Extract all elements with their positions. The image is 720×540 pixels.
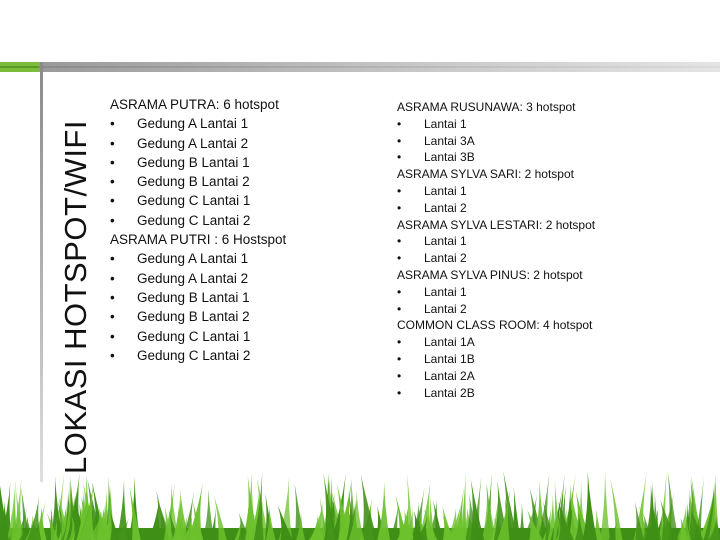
- section-heading: ASRAMA SYLVA PINUS: 2 hotspot: [397, 267, 583, 282]
- list-item-label: Lantai 1: [424, 116, 467, 131]
- header-rule: [0, 62, 720, 72]
- list-item: [397, 200, 595, 217]
- list-item-label: Gedung B Lantai 2: [137, 174, 250, 190]
- list-item: [397, 183, 595, 200]
- list-item-label: Lantai 1: [424, 183, 467, 198]
- bullet-icon: •: [110, 309, 115, 325]
- bullet-icon: •: [397, 351, 402, 366]
- bullet-icon: •: [110, 347, 115, 363]
- list-item-label: Gedung C Lantai 2: [137, 212, 251, 228]
- list-item-label: Gedung A Lantai 1: [137, 251, 249, 267]
- list-item: [110, 346, 286, 365]
- bullet-icon: •: [397, 284, 402, 299]
- list-item-label: Gedung B Lantai 1: [137, 154, 250, 170]
- list-item: [397, 250, 595, 267]
- section-heading: ASRAMA SYLVA LESTARI: 2 hotspot: [397, 217, 596, 232]
- list-item-label: Gedung C Lantai 1: [137, 328, 251, 344]
- bullet-icon: •: [110, 251, 115, 267]
- list-item: [110, 191, 286, 210]
- grass-decoration: [0, 470, 720, 540]
- list-item: [397, 301, 595, 318]
- bullet-icon: •: [397, 116, 402, 131]
- list-item-label: Lantai 3B: [424, 150, 475, 165]
- list-item: [397, 284, 595, 301]
- bullet-icon: •: [110, 289, 115, 305]
- bullet-icon: •: [110, 193, 115, 209]
- list-item-label: Gedung A Lantai 2: [137, 270, 249, 286]
- bullet-icon: •: [397, 234, 402, 249]
- bullet-icon: •: [397, 251, 402, 266]
- bullet-icon: •: [110, 116, 115, 132]
- section-heading: ASRAMA SYLVA SARI: 2 hotspot: [397, 167, 574, 182]
- list-item-label: Gedung A Lantai 2: [137, 135, 249, 151]
- bullet-icon: •: [397, 335, 402, 350]
- right-column: [397, 99, 595, 401]
- bullet-icon: •: [110, 174, 115, 190]
- list-item-label: Lantai 1B: [424, 351, 475, 366]
- list-item: [110, 307, 286, 326]
- list-item: [397, 334, 595, 351]
- list-item: [110, 134, 286, 153]
- list-item-label: Gedung C Lantai 1: [137, 193, 251, 209]
- list-item-label: Lantai 1A: [424, 335, 475, 350]
- bullet-icon: •: [397, 133, 402, 148]
- section-heading: ASRAMA PUTRI : 6 Hostspot: [110, 232, 287, 248]
- list-item: [397, 149, 595, 166]
- list-item: [397, 351, 595, 368]
- vertical-divider: [40, 62, 43, 482]
- section-heading: COMMON CLASS ROOM: 4 hotspot: [397, 318, 593, 333]
- list-item-label: Gedung B Lantai 1: [137, 289, 250, 305]
- bullet-icon: •: [397, 183, 402, 198]
- bullet-icon: •: [397, 150, 402, 165]
- bullet-icon: •: [397, 368, 402, 383]
- list-item: [110, 114, 286, 133]
- left-column: [110, 95, 286, 365]
- list-item-label: Lantai 2: [424, 200, 467, 215]
- bullet-icon: •: [110, 212, 115, 228]
- page-title: LOKASI HOTSPOT/WIFI: [58, 120, 93, 474]
- list-item: [397, 385, 595, 402]
- bullet-icon: •: [110, 328, 115, 344]
- list-item-label: Gedung C Lantai 2: [137, 347, 251, 363]
- section-heading: ASRAMA RUSUNAWA: 3 hotspot: [397, 100, 576, 114]
- list-item: [110, 153, 286, 172]
- bullet-icon: •: [110, 135, 115, 151]
- list-item: [397, 233, 595, 250]
- list-item: [397, 116, 595, 133]
- list-item-label: Lantai 2: [424, 301, 467, 316]
- bullet-icon: •: [397, 301, 402, 316]
- list-item-label: Lantai 2B: [424, 385, 475, 400]
- bullet-icon: •: [397, 385, 402, 400]
- list-item-label: Lantai 2: [424, 251, 467, 266]
- bullet-icon: •: [110, 270, 115, 286]
- bullet-icon: •: [397, 200, 402, 215]
- list-item: [110, 288, 286, 307]
- bullet-icon: •: [110, 154, 115, 170]
- list-item-label: Gedung A Lantai 1: [137, 116, 249, 132]
- list-item: [110, 249, 286, 268]
- section-heading: ASRAMA PUTRA: 6 hotspot: [110, 97, 279, 112]
- list-item: [110, 172, 286, 191]
- list-item: [110, 269, 286, 288]
- list-item-label: Gedung B Lantai 2: [137, 309, 250, 325]
- list-item: [397, 368, 595, 385]
- list-item-label: Lantai 3A: [424, 133, 475, 148]
- list-item: [110, 327, 286, 346]
- list-item-label: Lantai 2A: [424, 368, 475, 383]
- list-item-label: Lantai 1: [424, 284, 467, 299]
- list-item: [397, 133, 595, 150]
- list-item-label: Lantai 1: [424, 234, 467, 249]
- list-item: [110, 211, 286, 230]
